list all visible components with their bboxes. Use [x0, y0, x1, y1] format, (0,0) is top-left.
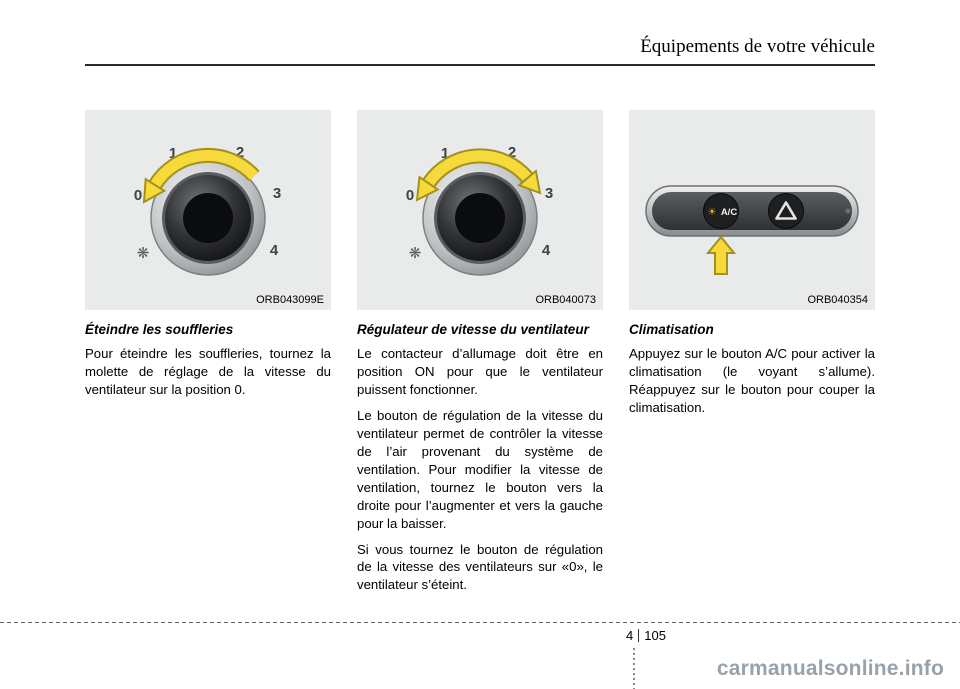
section-heading: Éteindre les souffleries — [85, 322, 234, 337]
knob-position-3-label: 3 — [544, 185, 554, 202]
figure-code: ORB040354 — [807, 294, 868, 306]
body-paragraph: Le contacteur d’allumage doit être en position ON pour que le ventilateur puissent fonctionner. — [357, 346, 603, 397]
figure-code: ORB043099E — [256, 294, 324, 306]
header-rule — [85, 64, 875, 66]
ac-panel-illustration — [629, 110, 875, 310]
section-heading: Climatisation — [629, 322, 714, 337]
press-up-arrow — [708, 237, 734, 274]
chapter-number: 4 — [626, 628, 634, 643]
knob-position-2-label: 2 — [507, 144, 517, 161]
ac-indicator-icon: ☀ — [707, 207, 717, 218]
figure-fan-knob-off — [85, 110, 331, 310]
knob-position-3-label: 3 — [272, 185, 282, 202]
body-paragraph: Le bouton de régulation de la vitesse du ventilateur permet de contrôler la vitesse de l’air provenant du système de ventilation. Pour modifier la vitesse de ventilation, tournez le bouton vers la droite pour l’augmenter et vers la gauche pour la baisser. — [357, 407, 603, 531]
hazard-button — [769, 194, 804, 229]
body-paragraph: Si vous tournez le bouton de régulation de la vitesse des ventilateurs sur «0», le ventilateur s’éteint. — [357, 541, 603, 593]
body-paragraph: Pour éteindre les souffleries, tournez la molette de réglage de la vitesse du ventilateur sur la position 0. — [85, 346, 331, 397]
column-climatisation — [629, 110, 875, 594]
page-number-separator — [638, 629, 639, 642]
section-heading: Régulateur de vitesse du ventilateur — [357, 322, 589, 337]
content-columns — [85, 110, 875, 594]
figure-code: ORB040073 — [535, 294, 596, 306]
climate-button-panel — [646, 186, 858, 236]
figure-ac-panel — [629, 110, 875, 310]
fan-icon: ❋ — [136, 245, 150, 262]
knob-position-1-label: 1 — [440, 145, 450, 162]
column-fan-speed — [357, 110, 603, 594]
ac-button — [704, 194, 739, 229]
body-paragraph: Appuyez sur le bouton A/C pour activer la climatisation (le voyant s’allume). Réappuyez sur le bouton pour couper la climatisation. — [629, 346, 875, 415]
knob-position-4-label: 4 — [541, 242, 551, 259]
panel-screw — [846, 209, 851, 214]
knob-position-0-label: 0 — [405, 187, 415, 204]
knob-position-0-label: 0 — [133, 187, 143, 204]
page-number-value: 105 — [644, 628, 666, 643]
fan-knob-off-illustration — [85, 110, 331, 310]
figure-fan-speed-knob — [357, 110, 603, 310]
footer-dashed-rule — [0, 622, 960, 623]
fan-speed-knob-illustration — [357, 110, 603, 310]
page-title: Équipements de votre véhicule — [640, 36, 875, 57]
page-number-dotted-line — [633, 648, 635, 689]
ac-button-label: A/C — [720, 207, 738, 218]
knob-position-1-label: 1 — [168, 145, 178, 162]
column-fan-off — [85, 110, 331, 594]
knob-position-4-label: 4 — [269, 242, 279, 259]
watermark: carmanualsonline.info — [716, 657, 944, 680]
knob-position-2-label: 2 — [235, 144, 245, 161]
page-number — [626, 628, 666, 643]
fan-icon: ❋ — [408, 245, 422, 262]
